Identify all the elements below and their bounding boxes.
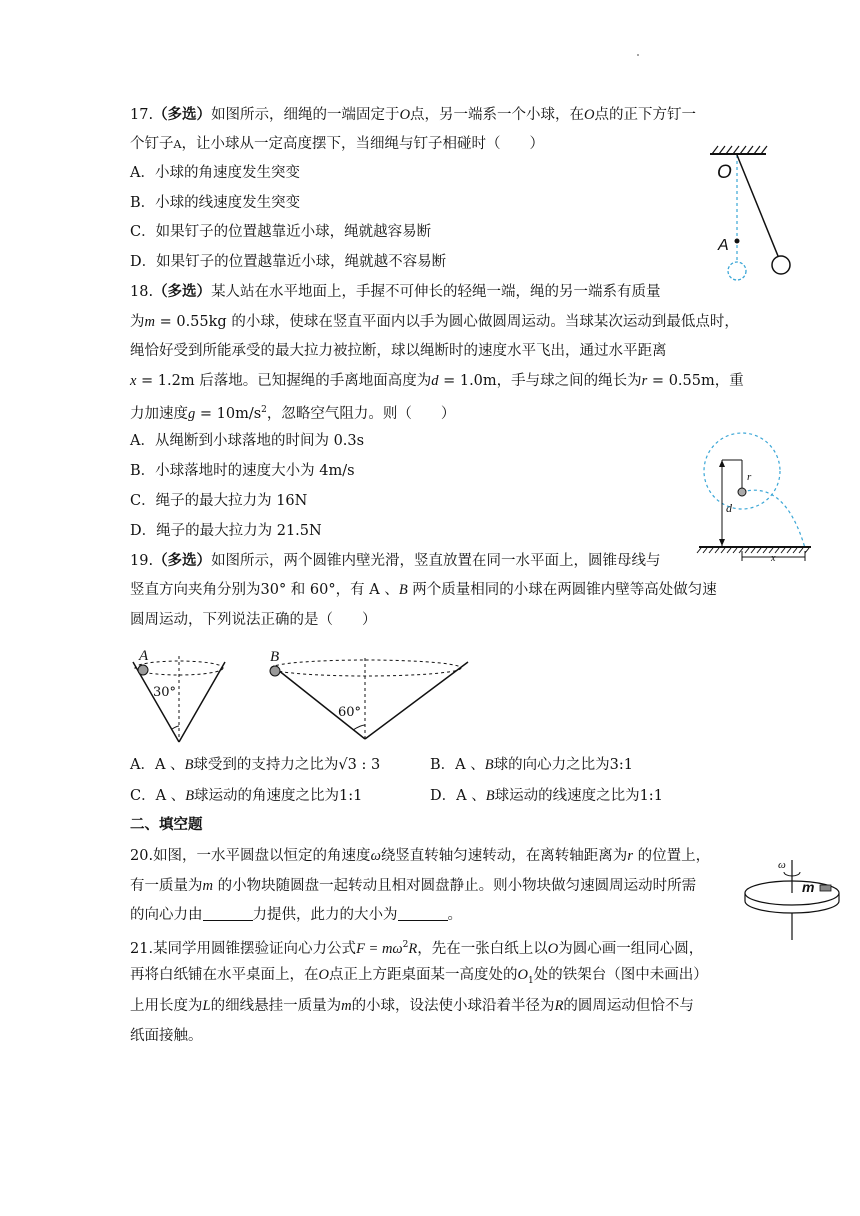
q18-stem-line5: [130, 400, 455, 424]
q20-var-m: m: [202, 878, 213, 894]
q18-circle-figure: [695, 420, 815, 565]
q20-text: 的小物块随圆盘一起转动且相对圆盘静止。则小物块做匀速圆周运动时所需: [212, 878, 697, 894]
label-omega: ω: [778, 859, 786, 871]
label-ball-a: A: [139, 648, 149, 664]
cone-b-right: [365, 662, 468, 739]
q19-option-d[interactable]: [430, 786, 663, 806]
q21-var-o1: O: [517, 967, 528, 983]
q18-option-c[interactable]: C．绳子的最大拉力为 16N: [130, 493, 308, 509]
q18-text: ，忽略空气阻力。则（ ）: [266, 405, 456, 422]
q20-stem-line2: [130, 876, 696, 896]
q19-opt-a-value: √3 : 3: [338, 757, 381, 773]
q19-text: 两个质量相同的小球在两圆锥内壁等高处做匀速: [407, 582, 717, 598]
section-heading-fill-in: 二、填空题: [130, 816, 203, 833]
ball-b: [270, 666, 280, 676]
q17-pendulum-figure: [700, 140, 800, 285]
small-block: [820, 885, 831, 891]
q17-tag: （多选）: [153, 106, 212, 123]
q17-stem-line1: [130, 105, 696, 125]
q18-tag: （多选）: [153, 283, 212, 300]
q19-angle-30: 30°: [260, 582, 287, 598]
q21-formula: F = mω: [356, 940, 403, 957]
q20-blank-2[interactable]: [398, 906, 448, 921]
d-arrow-head-top: [719, 460, 725, 467]
q21-var-o: O: [547, 940, 559, 957]
q19-text: 球的向心力之比为: [493, 757, 610, 773]
q17-text: 点，另一端系一个小球，在: [410, 107, 585, 123]
q17-text: 如图所示，细绳的一端固定于: [211, 107, 400, 123]
q19-number: 19.: [130, 553, 154, 569]
q18-var-x: x: [130, 373, 137, 389]
q18-text: 为: [130, 314, 145, 330]
q18-ball: [738, 488, 746, 496]
q20-var-r: r: [627, 848, 633, 864]
q18-value-d: = 1.0m: [438, 373, 497, 389]
q21-var-m: m: [341, 998, 352, 1014]
q21-var-r: R: [554, 998, 564, 1014]
q18-var-r: r: [641, 373, 648, 389]
q19-option-c[interactable]: [130, 786, 362, 806]
q21-var-l: L: [202, 998, 211, 1014]
q17-var-o: O: [399, 107, 411, 123]
dashed-ball: [728, 262, 746, 280]
q17-var-a: A: [173, 138, 182, 151]
q20-stem-line3: [130, 905, 462, 925]
d-arrow-head-bottom: [719, 539, 725, 546]
q20-text: 如图，一水平圆盘以恒定的角速度: [153, 848, 371, 864]
q20-text: 的向心力由: [130, 907, 203, 923]
nail-a-point: [735, 239, 740, 244]
q19-opt-b-prefix: B．A 、: [430, 757, 485, 773]
q20-var-omega: ω: [370, 848, 381, 864]
q19-opt-d-prefix: D．A 、: [430, 788, 486, 804]
q19-text: 竖直方向夹角分别为: [130, 582, 261, 598]
q18-number: 18.: [130, 284, 154, 300]
q21-stem-line3: [130, 996, 694, 1016]
trajectory-curve: [742, 490, 805, 548]
q19-option-a[interactable]: [130, 755, 380, 775]
q19-tag: （多选）: [153, 552, 212, 569]
q21-var-r: R: [408, 940, 418, 957]
q17-option-a[interactable]: A．小球的角速度发生突变: [130, 165, 300, 181]
q18-text: 的小球，使球在竖直平面内以手为圆心做圆周运动。当球某次运动到最低点时，: [226, 314, 739, 330]
q19-opt-c-prefix: C．A 、: [130, 788, 186, 804]
cone-b-angle-arc: [353, 725, 365, 730]
label-x: x: [771, 553, 776, 564]
q18-stem-line3: 绳恰好受到所能承受的最大拉力被拉断，球以绳断时的速度水平飞出，通过水平距离: [130, 343, 667, 359]
q18-value-g: = 10m/s: [195, 405, 262, 422]
q18-text: 力加速度: [130, 405, 188, 422]
label-o: O: [717, 162, 732, 183]
q19-text: ，有 A 、: [335, 582, 399, 598]
q20-text: 。: [447, 907, 462, 923]
q19-opt-c-value: 1:1: [339, 788, 363, 804]
q21-text: ，先在一张白纸上以: [417, 940, 548, 957]
q18-text: 后落地。已知握绳的手离地面高度为: [194, 373, 432, 389]
label-angle-60: 60°: [338, 705, 362, 720]
q21-text: 为圆心画一组同心圆，: [558, 940, 704, 957]
q21-stem-line2: [130, 965, 708, 991]
q21-text: 某同学用圆锥摆验证向心力公式: [153, 940, 357, 957]
q18-stem-line2: [130, 312, 739, 332]
q19-text: 和: [286, 582, 310, 598]
q21-text: 点正上方距桌面某一高度处的: [328, 967, 518, 983]
q19-opt-d-value: 1:1: [639, 788, 663, 804]
q17-stem-line2: [130, 134, 544, 155]
q17-option-c[interactable]: C．如果钉子的位置越靠近小球，绳就越容易断: [130, 224, 432, 240]
q21-text: 上用长度为: [130, 998, 203, 1014]
q19-opt-a-prefix: A．A 、: [130, 757, 185, 773]
q20-text: 力提供，此力的大小为: [252, 907, 398, 923]
pendulum-ball: [772, 256, 790, 274]
q17-text: ，让小球从一定高度摆下，当细绳与钉子相碰时（ ）: [181, 136, 544, 152]
q19-text: 球受到的支持力之比为: [193, 757, 339, 773]
q19-stem-line1: [130, 551, 661, 571]
q17-option-b[interactable]: B．小球的线速度发生突变: [130, 195, 301, 211]
q18-var-d: d: [431, 373, 439, 389]
label-ball-b: B: [270, 649, 280, 665]
q18-option-b[interactable]: B．小球落地时的速度大小为 4m/s: [130, 463, 355, 479]
q18-text: 某人站在水平地面上，手握不可伸长的轻绳一端，绳的另一端系有质量: [211, 284, 661, 300]
q18-value-x: = 1.2m: [136, 373, 195, 389]
q21-number: 21.: [130, 940, 154, 957]
label-a: A: [718, 237, 729, 254]
q18-value-r: = 0.55m: [647, 373, 715, 389]
q19-var-b: B: [184, 757, 194, 773]
cone-a-right: [179, 662, 225, 742]
q20-text: 有一质量为: [130, 878, 203, 894]
label-m: m: [802, 879, 815, 895]
q20-blank-1[interactable]: [203, 906, 253, 921]
q21-text: 处的铁架台（图中未画出）: [533, 967, 708, 983]
q18-stem-line1: [130, 282, 661, 302]
q19-text: 如图所示，两个圆锥内壁光滑，竖直放置在同一水平面上，圆锥母线与: [211, 553, 661, 569]
q19-text: 球运动的线速度之比为: [494, 788, 640, 804]
q20-text: 的位置上，: [632, 848, 711, 864]
q19-cones-figure: [125, 640, 480, 750]
q21-stem-line4: 纸面接触。: [130, 1028, 203, 1044]
q21-text: 的圆周运动但恰不与: [563, 998, 694, 1014]
q21-text: 的细线悬挂一质量为: [210, 998, 342, 1014]
page-mark: [637, 54, 639, 56]
ceiling-hatch: [712, 146, 767, 154]
ground-hatch: [697, 548, 809, 553]
q18-stem-line4: [130, 371, 744, 391]
q19-angle-60: 60°: [309, 582, 336, 598]
cone-b-left: [273, 666, 365, 739]
q21-sup: 2: [402, 940, 409, 950]
q21-text: 再将白纸铺在水平桌面上，在: [130, 967, 319, 983]
label-r: r: [747, 471, 752, 483]
q18-option-a[interactable]: A．从绳断到小球落地的时间为 0.3s: [130, 433, 365, 449]
q18-text: ，重: [714, 373, 744, 389]
q19-stem-line2: [130, 580, 717, 600]
q19-var-b: B: [185, 788, 195, 804]
q21-text: 的小球，设法使小球沿着半径为: [351, 998, 555, 1014]
q20-text: 绕竖直转轴匀速转动，在离转轴距离为: [380, 848, 628, 864]
q21-stem-line1: [130, 935, 703, 959]
ball-a: [138, 665, 148, 675]
q18-value-m: = 0.55kg: [154, 314, 227, 330]
q19-var-b: B: [398, 582, 408, 598]
q19-var-b: B: [484, 757, 494, 773]
q20-number: 20.: [130, 848, 154, 864]
q17-var-o: O: [584, 107, 595, 123]
cone-b-orbit: [271, 660, 461, 676]
q19-stem-line3: 圆周运动，下列说法正确的是（ ）: [130, 612, 377, 628]
q21-var-o: O: [318, 967, 329, 983]
q20-stem-line1: [130, 846, 710, 866]
q17-number: 17.: [130, 107, 154, 123]
pendulum-string: [737, 155, 778, 256]
cone-a-angle-arc: [172, 726, 179, 729]
q18-text: ，手与球之间的绳长为: [496, 373, 642, 389]
q19-text: 球运动的角速度之比为: [194, 788, 340, 804]
q18-sup: 2: [261, 405, 267, 415]
q17-text: 点的正下方钉一: [594, 107, 697, 123]
q18-option-d[interactable]: D．绳子的最大拉力为 21.5N: [130, 523, 322, 539]
q20-disk-figure: [742, 852, 842, 942]
q18-var-m: m: [144, 314, 155, 330]
q19-var-b: B: [485, 788, 495, 804]
label-angle-30: 30°: [153, 685, 177, 700]
q19-opt-b-value: 3:1: [609, 757, 633, 773]
label-d: d: [726, 501, 732, 515]
q17-text: 个钉子: [130, 136, 174, 152]
q19-option-b[interactable]: [430, 755, 633, 775]
q17-option-d[interactable]: D．如果钉子的位置越靠近小球，绳就越不容易断: [130, 254, 447, 270]
q21-sub: 1: [527, 975, 534, 986]
q18-var-g: g: [188, 405, 196, 422]
